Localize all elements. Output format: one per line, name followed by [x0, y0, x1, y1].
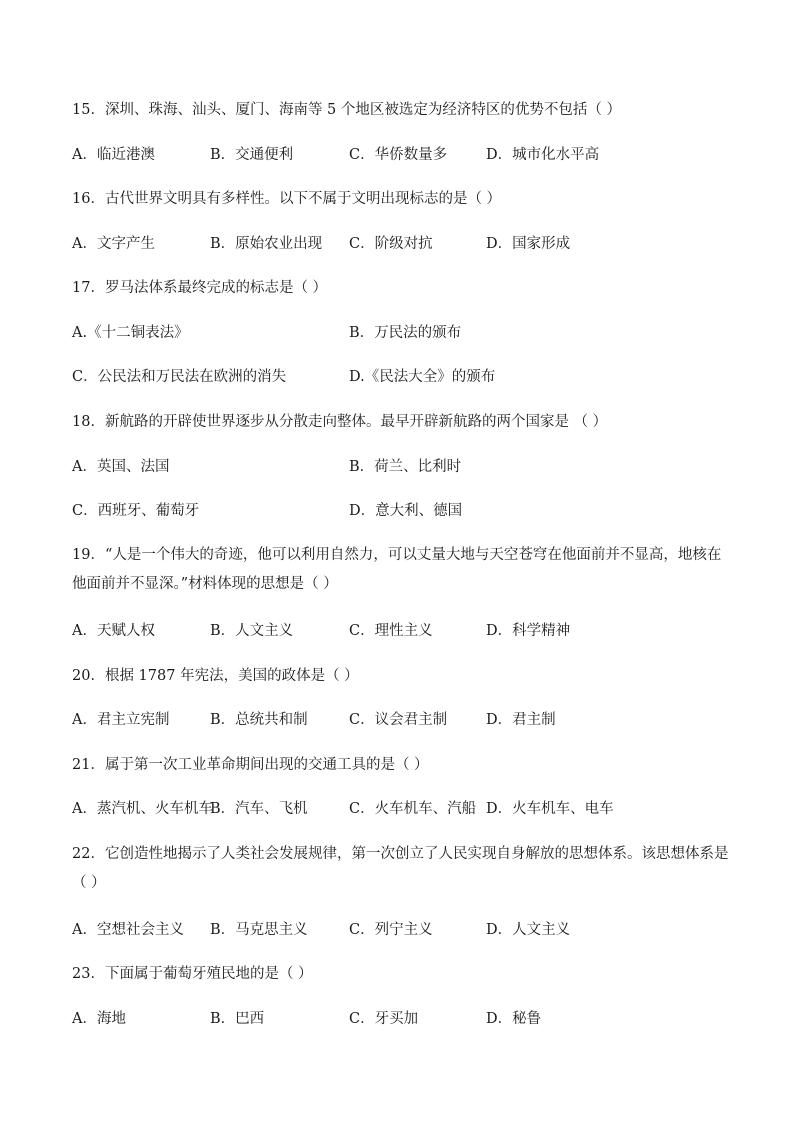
question-23-stem: 23．下面属于葡萄牙殖民地的是（ ）	[72, 966, 313, 982]
option-d: D．人文主义	[486, 922, 571, 938]
question-18-options-row1	[72, 456, 732, 478]
option-a: A．海地	[72, 1011, 126, 1027]
option-a: A．文字产生	[72, 236, 155, 252]
question-19-options	[72, 620, 732, 642]
option-c: C．华侨数量多	[349, 147, 448, 163]
option-d: D.《民法大全》的颁布	[349, 369, 496, 385]
question-20-stem: 20．根据 1787 年宪法，美国的政体是（ ）	[72, 668, 359, 684]
option-c: C．火车机车、汽船	[349, 801, 477, 817]
question-22-stem: 22．它创造性地揭示了人类社会发展规律，第一次创立了人民实现自身解放的思想体系。该思想体系是（ ）	[72, 846, 729, 891]
question-15-stem: 15．深圳、珠海、汕头、厦门、海南等 5 个地区被选定为经济特区的优势不包括（ ）	[72, 102, 622, 118]
option-a: A．君主立宪制	[72, 712, 170, 728]
question-22-options	[72, 919, 732, 941]
question-21-options	[72, 798, 732, 820]
option-c: C．议会君主制	[349, 712, 448, 728]
option-b: B．巴西	[210, 1011, 265, 1027]
option-d: D．城市化水平高	[486, 147, 600, 163]
question-23-options	[72, 1008, 732, 1030]
option-a: A．临近港澳	[72, 147, 155, 163]
option-a: A．天赋人权	[72, 623, 155, 639]
option-d: D．火车机车、电车	[486, 801, 614, 817]
question-20-options	[72, 709, 732, 731]
option-a: A．蒸汽机、火车机车	[72, 801, 213, 817]
question-17-options-row2	[72, 366, 732, 388]
question-21-stem: 21．属于第一次工业革命期间出现的交通工具的是（ ）	[72, 757, 429, 773]
option-a: A.《十二铜表法》	[72, 325, 189, 341]
question-16-options	[72, 233, 732, 255]
option-b: B．万民法的颁布	[349, 325, 462, 341]
question-16-stem: 16．古代世界文明具有多样性。以下不属于文明出现标志的是（ ）	[72, 191, 502, 207]
option-d: D．科学精神	[486, 623, 571, 639]
option-b: B．总统共和制	[210, 712, 308, 728]
option-b: B．马克思主义	[210, 922, 308, 938]
option-b: B．交通便利	[210, 147, 294, 163]
option-b: B．荷兰、比利时	[349, 459, 462, 475]
question-18-stem: 18．新航路的开辟使世界逐步从分散走向整体。最早开辟新航路的两个国家是 （ ）	[72, 414, 608, 430]
option-c: C．阶级对抗	[349, 236, 433, 252]
question-17-options-row1	[72, 322, 732, 344]
option-d: D．秘鲁	[486, 1011, 542, 1027]
option-c: C．公民法和万民法在欧洲的消失	[72, 369, 287, 385]
option-d: D．意大利、德国	[349, 503, 463, 519]
option-b: B．人文主义	[210, 623, 294, 639]
option-b: B．原始农业出现	[210, 236, 323, 252]
question-18-options-row2	[72, 500, 732, 522]
option-b: B．汽车、飞机	[210, 801, 308, 817]
question-19-stem: 19．“人是一个伟大的奇迹，他可以利用自然力，可以丈量大地与天空苍穹在他面前并不显高，地核在他面前并不显深。”材料体现的思想是（ ）	[72, 547, 722, 592]
option-c: C．理性主义	[349, 623, 433, 639]
question-15-options	[72, 144, 732, 166]
question-17-stem: 17．罗马法体系最终完成的标志是（ ）	[72, 280, 328, 296]
option-d: D．君主制	[486, 712, 556, 728]
option-a: A．英国、法国	[72, 459, 170, 475]
option-a: A．空想社会主义	[72, 922, 184, 938]
option-d: D．国家形成	[486, 236, 571, 252]
option-c: C．牙买加	[349, 1011, 419, 1027]
option-c: C．列宁主义	[349, 922, 433, 938]
option-c: C．西班牙、葡萄牙	[72, 503, 200, 519]
